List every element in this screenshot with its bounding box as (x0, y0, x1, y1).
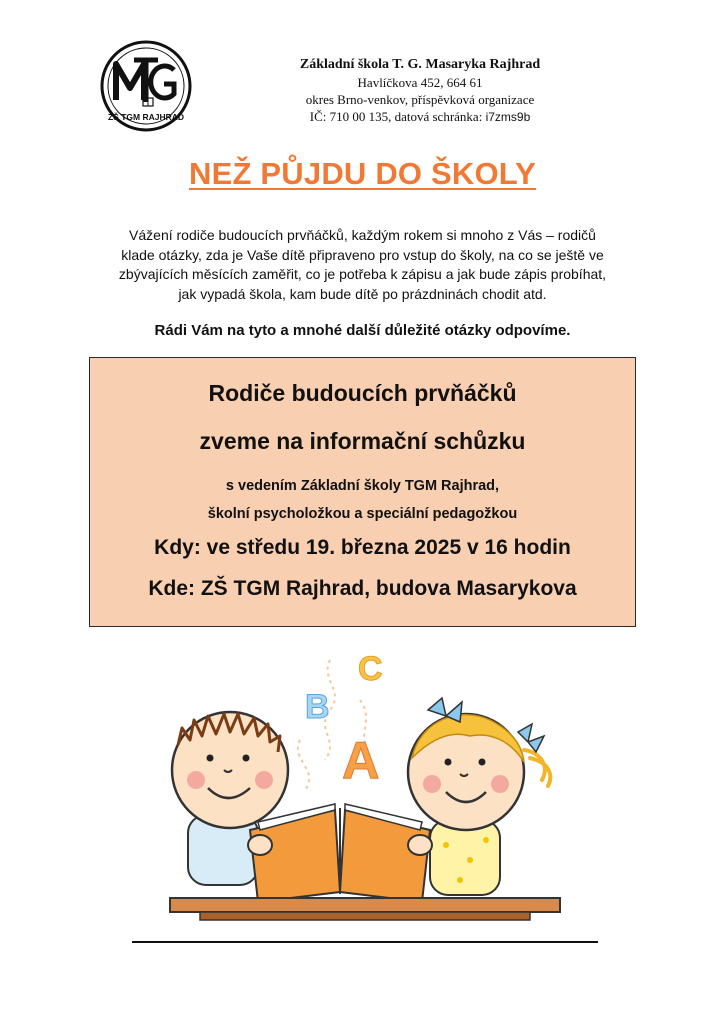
invitation-heading: Rodiče budoucích prvňáčků (208, 380, 517, 406)
school-id: IČ: 710 00 135, datová schránka: (309, 109, 483, 124)
school-id-line (270, 108, 570, 126)
girl-figure (408, 698, 550, 895)
answer-line: Rádi Vám na tyto a mnohé další důležité otázky odpovíme. (154, 322, 571, 339)
open-book (250, 804, 430, 902)
meeting-where: Kde: ZŠ TGM Rajhrad, budova Masarykova (148, 577, 577, 600)
invitation-box (89, 357, 636, 627)
page-title: NEŽ PŮJDU DO ŠKOLY (189, 156, 536, 191)
databox-code: i7zms9b (485, 110, 531, 124)
intro-paragraph (95, 226, 630, 304)
intro-line: Vážení rodiče budoucích prvňáčků, každým rokem si mnoho z Vás – rodičů (129, 227, 596, 243)
school-address: Havlíčkova 452, 664 61 (357, 75, 483, 90)
school-logo (100, 40, 192, 132)
meeting-when: Kdy: ve středu 19. března 2025 v 16 hodin (154, 536, 571, 559)
letter-c: C (358, 650, 383, 688)
intro-line: jak vypadá škola, kam bude dítě po prázdninách chodit atd. (178, 285, 547, 302)
letter-a: A (342, 732, 380, 790)
invitation-hosts-line: školní psycholožkou a speciální pedagožkou (207, 506, 518, 522)
school-name: Základní škola T. G. Masaryka Rajhrad (299, 57, 541, 72)
school-district: okres Brno-venkov, příspěvková organizace (305, 92, 535, 107)
logo-text: ZŠ TGM RAJHRAD (107, 112, 185, 122)
kids-reading-illustration (130, 640, 600, 950)
invitation-subheading: zveme na informační schůzku (199, 428, 526, 454)
letter-b: B (305, 688, 330, 726)
intro-line: zbývajících měsících zaměřit, co je potřeba k zápisu a jak bude zápis probíhat, (118, 266, 607, 282)
intro-line: klade otázky, zda je Vaše dítě připraveno pro vstup do školy, na co se ještě ve (121, 246, 604, 263)
invitation-hosts-line: s vedením Základní školy TGM Rajhrad, (225, 478, 500, 494)
school-header (270, 56, 570, 126)
